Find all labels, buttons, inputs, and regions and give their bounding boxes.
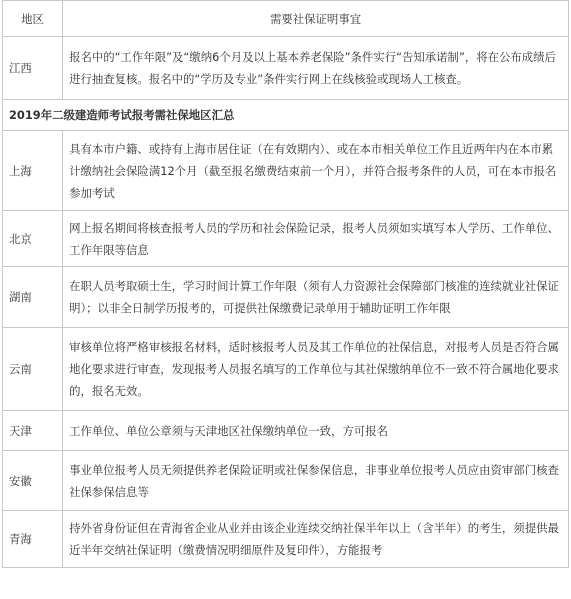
requirement-column-header: 需要社保证明事宜 <box>63 1 569 37</box>
region-cell: 青海 <box>3 511 63 568</box>
region-cell: 安徽 <box>3 451 63 511</box>
region-cell: 上海 <box>3 131 63 211</box>
table-row <box>3 451 569 511</box>
requirement-cell: 网上报名期间将核查报考人员的学历和社会保险记录，报考人员须如实填写本人学历、工作单位、工作年限等信息 <box>63 211 569 267</box>
requirement-cell: 工作单位、单位公章须与天津地区社保缴纳单位一致，方可报名 <box>63 411 569 451</box>
section-title-row <box>3 100 569 131</box>
table-header-row <box>3 1 569 37</box>
requirement-cell: 持外省身份证但在青海省企业从业并由该企业连续交纳社保半年以上（含半年）的考生，须提供最近半年交纳社保证明（缴费情况明细原件及复印件），方能报考 <box>63 511 569 568</box>
region-cell: 天津 <box>3 411 63 451</box>
region-cell: 云南 <box>3 328 63 411</box>
table-row <box>3 267 569 328</box>
region-column-header: 地区 <box>3 1 63 37</box>
requirement-cell: 在职人员考取硕士生，学习时间计算工作年限（须有人力资源社会保障部门核准的连续就业社保证明）；以非全日制学历报考的，可提供社保缴费记录单用于辅助证明工作年限 <box>63 267 569 328</box>
table-row <box>3 328 569 411</box>
social-security-table <box>2 0 569 568</box>
table-row <box>3 37 569 100</box>
section-title: 2019年二级建造师考试报考需社保地区汇总 <box>3 100 569 131</box>
table-row <box>3 511 569 568</box>
requirement-cell: 审核单位将严格审核报名材料，适时核报考人员及其工作单位的社保信息，对报考人员是否符合属地化要求进行审查，发现报考人员报名填写的工作单位与其社保缴纳单位不一致不符合属地化要求的，报名无效。 <box>63 328 569 411</box>
region-cell: 江西 <box>3 37 63 100</box>
requirement-cell: 具有本市户籍、或持有上海市居住证（在有效期内）、或在本市相关单位工作且近两年内在本市累计缴纳社会保险满12个月（截至报名缴费结束前一个月），并符合报考条件的人员，可在本市报名参加考试 <box>63 131 569 211</box>
table-row <box>3 211 569 267</box>
region-cell: 北京 <box>3 211 63 267</box>
table-row <box>3 131 569 211</box>
region-cell: 湖南 <box>3 267 63 328</box>
requirement-cell: 报名中的“工作年限”及“缴纳6个月及以上基本养老保险”条件实行“告知承诺制”，将在公布成绩后进行抽查复核。报名中的“学历及专业”条件实行网上在线核验或现场人工核查。 <box>63 37 569 100</box>
table-row <box>3 411 569 451</box>
requirement-cell: 事业单位报考人员无须提供养老保险证明或社保参保信息，非事业单位报考人员应由资审部门核查社保参保信息等 <box>63 451 569 511</box>
